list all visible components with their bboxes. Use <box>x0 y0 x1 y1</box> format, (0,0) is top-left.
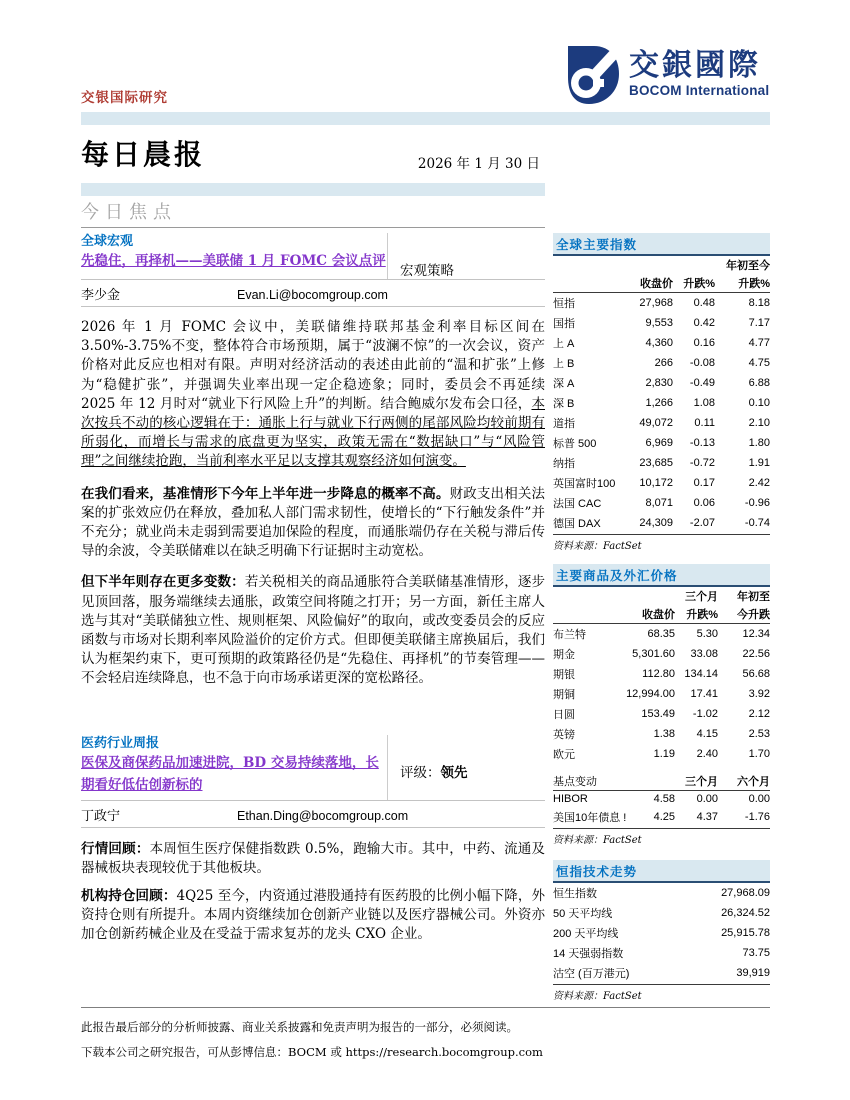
row-value: 1.19 <box>653 748 675 760</box>
article-2-paragraph-1 <box>81 840 545 878</box>
bold-lead: 在我们看来，基准情形下今年上半年进一步降息的概率不高。 <box>81 485 450 502</box>
table-row <box>553 903 770 923</box>
table-row <box>553 353 770 373</box>
download-info-line: 下载本公司之研究报告，可从彭博信息：BOCM 或 https://research.bocomgroup.com <box>81 1045 543 1059</box>
article-1-category: 全球宏观 <box>81 234 134 249</box>
table-row <box>553 313 770 333</box>
row-value: 73.75 <box>742 947 770 959</box>
row-value: 3.92 <box>748 688 770 700</box>
row-value: 4.75 <box>748 357 770 369</box>
bocom-logo-text <box>629 48 770 98</box>
row-label: 14 天强弱指数 <box>553 948 624 960</box>
table-row <box>553 704 770 724</box>
article-2-header <box>81 735 545 801</box>
row-value: 0.16 <box>693 337 715 349</box>
row-label: 期银 <box>553 669 575 681</box>
rates-table <box>553 772 770 827</box>
rates-table-body <box>553 791 770 828</box>
row-label: 日圆 <box>553 709 575 721</box>
row-value: 12,994.00 <box>626 688 675 700</box>
row-value: 27,968.09 <box>721 887 770 899</box>
row-value: -0.13 <box>689 437 715 449</box>
3m-header-line1: 三个月 <box>685 591 718 603</box>
table-row <box>553 943 770 963</box>
header-divider-bar <box>81 112 770 125</box>
row-value: -2.07 <box>689 517 715 529</box>
article-2-paragraph-2 <box>81 887 545 945</box>
table-row <box>553 453 770 473</box>
table-row <box>553 963 770 983</box>
row-label: 50 天平均线 <box>553 908 613 920</box>
table-row <box>553 923 770 943</box>
row-value: 112.80 <box>642 668 675 680</box>
row-value: 0.00 <box>748 793 770 805</box>
ytd-header-line2: 今升跌 <box>718 605 770 624</box>
row-value: 39,919 <box>736 967 770 979</box>
todays-focus-heading: 今日焦点 <box>81 202 177 223</box>
logo-chinese-name: 交銀國際 <box>629 48 761 83</box>
focus-heading-rule <box>81 227 545 228</box>
paragraph-text: 2026 年 1 月 FOMC 会议中，美联储维持联邦基金利率目标区间在 3.50%-3.75%不变，整体符合市场预期，属于“波澜不惊”的一次会议，资产价格对此反应也相对有限。声明对经济活动的表述由此前的“温和扩张”上修为“稳健扩张”，并强调失业率出现一定企稳迹象；同时，委员会不再延续 2025 年 12 月时对“就业下行风险上升”的判断。结合鲍威尔发布会口径， <box>81 319 545 412</box>
article-1-strategy-tag: 宏观策略 <box>387 233 545 279</box>
row-value: 0.17 <box>693 477 715 489</box>
table-row <box>553 493 770 513</box>
row-value: 2.40 <box>696 748 718 760</box>
row-value: 9,553 <box>645 317 673 329</box>
row-label: 纳指 <box>553 458 575 470</box>
global-indices-table <box>553 256 770 533</box>
article-2-title-cell <box>81 735 387 800</box>
row-label: 恒指 <box>553 298 575 310</box>
row-label: 期铜 <box>553 689 575 701</box>
row-value: 0.48 <box>693 297 715 309</box>
row-value: 1.38 <box>653 728 675 740</box>
table-row <box>553 373 770 393</box>
row-value: 1.70 <box>748 748 770 760</box>
article-1-paragraph-2 <box>81 485 545 562</box>
article-2-rating-cell <box>387 735 545 800</box>
row-value: 5,301.60 <box>632 648 675 660</box>
paragraph-text: 本周恒生医疗保健指数跌 0.5%，跑输大市。其中，中药、流通及器械板块表现较优于其他板块。 <box>81 840 546 876</box>
row-label: 布兰特 <box>553 629 586 641</box>
row-value: -0.49 <box>689 377 715 389</box>
indices-header-row-1 <box>553 256 770 274</box>
row-value: 26,324.52 <box>721 907 770 919</box>
row-value: -0.72 <box>689 457 715 469</box>
rating-label: 评级： <box>400 764 441 781</box>
row-value: 33.08 <box>690 648 718 660</box>
row-value: 4.37 <box>696 811 718 823</box>
row-value: 0.10 <box>748 397 770 409</box>
row-label: 上 B <box>553 358 575 370</box>
row-label: 英国富时100 <box>553 478 616 490</box>
table-row <box>553 724 770 744</box>
logo-english-name: BOCOM International <box>629 83 770 98</box>
row-label: 深 B <box>553 398 575 410</box>
row-value: 49,072 <box>639 417 673 429</box>
row-label: 道指 <box>553 418 575 430</box>
indices-source-note: 资料来源：FactSet <box>553 534 770 552</box>
row-value: 0.11 <box>694 417 715 429</box>
bold-lead: 行情回顾： <box>81 840 150 857</box>
rates-source-note: 资料来源：FactSet <box>553 828 770 846</box>
rates-header-row <box>553 772 770 791</box>
rating-value: 领先 <box>440 764 468 781</box>
row-value: 134.14 <box>684 668 718 680</box>
article-2-author-row <box>81 801 545 828</box>
analyst-name: 李少金 <box>81 288 121 303</box>
row-value: 8,071 <box>645 497 673 509</box>
table-row <box>553 293 770 314</box>
row-value: 4.25 <box>653 811 675 823</box>
row-value: -1.76 <box>744 811 770 823</box>
row-label: 法国 CAC <box>553 498 602 510</box>
row-label: 沽空 (百万港元) <box>553 968 630 980</box>
chg-header: 升跌% <box>673 274 715 293</box>
article-2-category: 医药行业周报 <box>81 735 160 751</box>
ytd-header-line2: 升跌% <box>715 274 770 293</box>
ytd-header-line1: 年初至 <box>737 591 770 603</box>
6m-header: 六个月 <box>718 772 770 791</box>
table-row <box>553 791 770 808</box>
article-1-author-row <box>81 280 545 307</box>
table-row <box>553 744 770 764</box>
row-value: -0.74 <box>744 517 770 529</box>
table-row <box>553 664 770 684</box>
commodities-header-row-2 <box>553 605 770 624</box>
commodities-section-title: 主要商品及外汇价格 <box>553 564 770 587</box>
row-value: 1,266 <box>645 397 673 409</box>
row-value: 7.17 <box>748 317 770 329</box>
indices-table-body <box>553 293 770 534</box>
row-label: 英镑 <box>553 729 575 741</box>
row-value: 266 <box>654 357 673 369</box>
row-value: -1.02 <box>692 708 718 720</box>
row-value: 27,968 <box>639 297 673 309</box>
row-label: 欧元 <box>553 749 575 761</box>
table-row <box>553 807 770 827</box>
commodities-table-body <box>553 624 770 765</box>
row-label: 美国10年债息 ! <box>553 812 627 824</box>
analyst-name: 丁政宁 <box>81 808 121 824</box>
title-divider-bar <box>81 183 545 196</box>
article-1-title-cell <box>81 233 387 279</box>
row-value: 12.34 <box>742 628 770 640</box>
hsi-technical-table-body <box>553 883 770 983</box>
row-value: 17.41 <box>690 688 718 700</box>
close-header: 收盘价 <box>617 274 673 293</box>
row-value: 23,685 <box>639 457 673 469</box>
row-value: 22.56 <box>742 648 770 660</box>
row-value: 0.42 <box>693 317 715 329</box>
row-value: 24,309 <box>639 517 673 529</box>
row-label: 恒生指数 <box>553 888 597 900</box>
3m-header-line2: 升跌% <box>675 605 718 624</box>
row-value: 0.00 <box>696 793 718 805</box>
paragraph-text: 财政支出相关法案的扩张效应仍在释放，叠加私人部门需求韧性，使增长的“下行触发条件”并不充分；就业尚未走弱到需要追加保险的程度，而通胀端仍存在关税与滞后传导的余波，令美联储难以在缺乏明确下行证据时主动宽松。 <box>81 485 546 560</box>
analyst-email-link[interactable]: Ethan.Ding@bocomgroup.com <box>237 808 409 823</box>
row-value: 4.77 <box>748 337 770 349</box>
close-header: 收盘价 <box>611 605 675 624</box>
table-row <box>553 473 770 493</box>
row-value: 2.12 <box>748 708 770 720</box>
market-data-column <box>553 233 770 1002</box>
row-value: 56.68 <box>742 668 770 680</box>
table-row <box>553 433 770 453</box>
row-value: 0.06 <box>693 497 715 509</box>
row-value: 1.08 <box>693 397 715 409</box>
row-value: 2.53 <box>748 728 770 740</box>
row-value: 68.35 <box>647 628 675 640</box>
hsi-technical-section-title: 恒指技术走势 <box>553 860 770 883</box>
row-value: 6.88 <box>748 377 770 389</box>
articles-column <box>81 233 545 945</box>
underlined-key-point: 本次按兵不动的核心逻辑在于：通胀上行与就业下行两侧的尾部风险均较前期有所弱化，而增长与需求的底盘更为坚实，政策无需在“数据缺口”与“风险管理”之间继续抢跑，当前利率水平足以支撑其观察经济如何演变。 <box>81 395 545 470</box>
article-2-title-link[interactable]: 医保及商保药品加速进院，BD 交易持续落地，长期看好低估创新标的 <box>81 754 379 793</box>
row-value: -0.08 <box>689 357 715 369</box>
row-value: 2.10 <box>748 417 770 429</box>
row-value: 8.18 <box>748 297 770 309</box>
row-value: -0.96 <box>744 497 770 509</box>
disclaimer-footer <box>81 1007 770 1060</box>
bold-lead: 但下半年则存在更多变数： <box>81 574 245 591</box>
row-value: 10,172 <box>639 477 673 489</box>
paragraph-text: 若关税相关的商品通胀符合美联储基准情形，逐步见顶回落，服务端继续去通胀，政策空间将随之打开；另一方面，新任主席人选与其对“美联储独立性、规则框架、风险偏好”的取向，或改变委员会的反应函数与市场对长期利率风险溢价的定价方式。但即便美联储主席换届后，我们认为框架约束下，更可预期的政策路径仍是“先稳住、再择机”的节奏管理——不会轻启连续降息，也不急于向市场承诺更深的宽松路径。 <box>81 574 546 687</box>
row-value: 153.49 <box>641 708 675 720</box>
row-label: 200 天平均线 <box>553 928 619 940</box>
row-value: 4.58 <box>653 793 675 805</box>
row-value: 4,360 <box>645 337 673 349</box>
report-date: 2026 年 1 月 30 日 <box>417 156 540 172</box>
row-label: 上 A <box>553 338 575 350</box>
table-row <box>553 624 770 645</box>
bocom-logo <box>558 44 769 112</box>
bocom-logo-icon <box>558 44 622 112</box>
bold-lead: 机构持仓回顾： <box>81 888 177 905</box>
ytd-header-line1: 年初至今 <box>726 260 770 272</box>
table-row <box>553 333 770 353</box>
commodities-table <box>553 587 770 764</box>
table-row <box>553 393 770 413</box>
table-row <box>553 883 770 903</box>
table-row <box>553 513 770 533</box>
disclaimer-line: 此报告最后部分的分析师披露、商业关系披露和免责声明为报告的一部分，必须阅读。 <box>81 1020 518 1034</box>
row-label: 深 A <box>553 378 575 390</box>
row-value: 2.42 <box>748 477 770 489</box>
commodities-header-row-1 <box>553 587 770 605</box>
row-value: 1.80 <box>748 437 770 449</box>
3m-header: 三个月 <box>675 772 718 791</box>
table-row <box>553 413 770 433</box>
article-1-paragraph-3 <box>81 573 545 688</box>
global-indices-section-title: 全球主要指数 <box>553 233 770 256</box>
table-row <box>553 644 770 664</box>
row-label: 德国 DAX <box>553 518 601 530</box>
page-title: 每日晨报 <box>81 138 206 171</box>
hsi-technical-table <box>553 883 770 983</box>
hsi-source-note: 资料来源：FactSet <box>553 984 770 1002</box>
article-1-header <box>81 233 545 280</box>
paragraph-text: 4Q25 至今，内资通过港股通持有医药股的比例小幅下降，外资持仓则有所提升。本周内资继续加仓创新产业链以及医疗器械公司。外资亦加仓创新药械企业及在受益于需求复苏的龙头 CXO 企业。 <box>81 888 545 943</box>
row-label: HIBOR <box>553 793 588 805</box>
row-value: 6,969 <box>645 437 673 449</box>
article-1-paragraph-1 <box>81 318 545 472</box>
row-label: 国指 <box>553 318 575 330</box>
row-label: 期金 <box>553 649 575 661</box>
article-1-title-link[interactable]: 先稳住，再择机——美联储 1 月 FOMC 会议点评 <box>81 253 386 269</box>
indices-header-row-2 <box>553 274 770 293</box>
row-value: 25,915.78 <box>721 927 770 939</box>
analyst-email-link[interactable]: Evan.Li@bocomgroup.com <box>237 288 388 302</box>
row-label: 标普 500 <box>553 438 597 450</box>
research-division-label: 交银国际研究 <box>81 90 168 106</box>
table-row <box>553 684 770 704</box>
row-value: 2,830 <box>645 377 673 389</box>
rates-label: 基点变动 <box>553 772 675 791</box>
row-value: 4.15 <box>696 728 718 740</box>
row-value: 1.91 <box>748 457 770 469</box>
row-value: 5.30 <box>696 628 718 640</box>
